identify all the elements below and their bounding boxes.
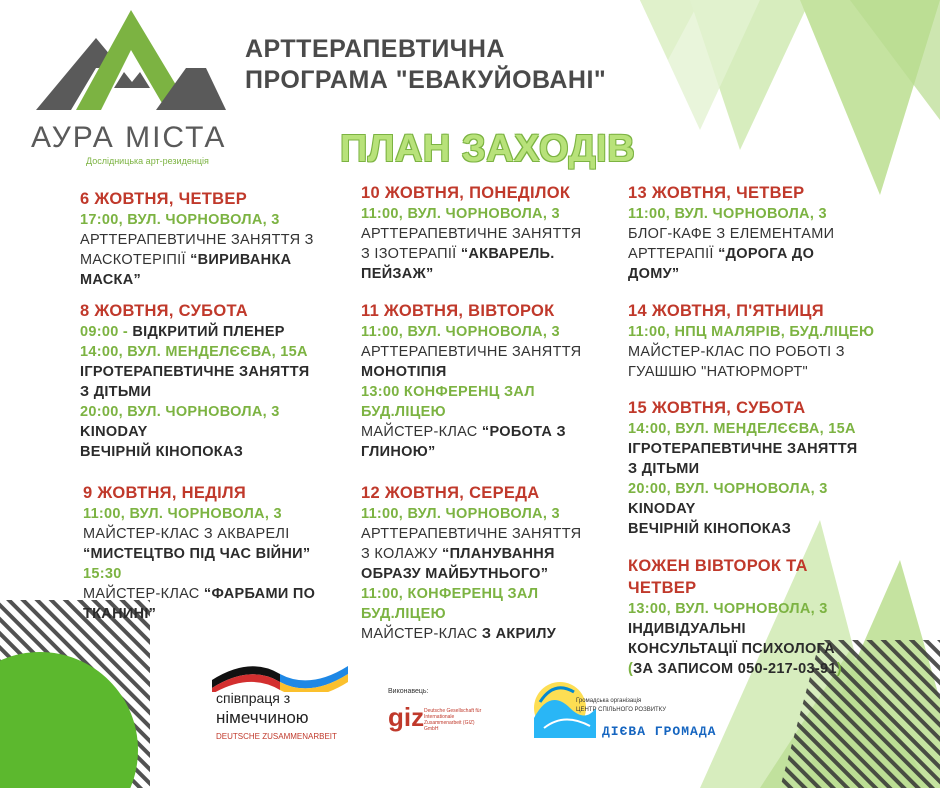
event-description: ПЕЙЗАЖ” bbox=[361, 266, 434, 282]
event-line bbox=[80, 322, 309, 342]
event-time-location: 11:00, ВУЛ. ЧОРНОВОЛА, 3 bbox=[361, 206, 560, 222]
event-line bbox=[361, 342, 581, 362]
event-date: 13 ЖОВТНЯ, ЧЕТВЕР bbox=[628, 184, 805, 202]
event-description: МАЙСТЕР-КЛАС З АКВАРЕЛІ bbox=[83, 526, 290, 542]
event-line bbox=[628, 439, 857, 459]
event-time-location: 14:00, ВУЛ. МЕНДЕЛЄЄВА, 15А bbox=[80, 344, 308, 360]
event-line bbox=[628, 619, 842, 639]
event-line bbox=[80, 362, 309, 382]
event-line bbox=[628, 499, 857, 519]
event-line bbox=[628, 599, 842, 619]
event-line bbox=[80, 342, 309, 362]
event-description: ЗА ЗАПИСОМ 050-217-03-91 bbox=[633, 661, 837, 677]
event-line bbox=[80, 422, 309, 442]
event-time-location: БУД.ЛІЦЕЮ bbox=[361, 606, 446, 622]
event-line bbox=[361, 544, 581, 564]
aura-logo-icon bbox=[36, 10, 236, 120]
event-block bbox=[628, 300, 874, 382]
event-block bbox=[80, 300, 309, 462]
event-date: 11 ЖОВТНЯ, ВІВТОРОК bbox=[361, 302, 555, 320]
giz-label: Виконавець: bbox=[388, 688, 429, 695]
event-line bbox=[361, 402, 581, 422]
diieva-org-name: ДІЄВА ГРОМАДА bbox=[602, 724, 717, 739]
event-line bbox=[361, 584, 581, 604]
event-time-location: 11:00, ВУЛ. ЧОРНОВОЛА, 3 bbox=[361, 506, 560, 522]
event-description: АРТТЕРАПЕВТИЧНЕ ЗАНЯТТЯ bbox=[361, 344, 582, 360]
event-line bbox=[83, 564, 315, 584]
event-time-location: 09:00 - bbox=[80, 324, 133, 340]
event-description: МАЙСТЕР-КЛАС bbox=[361, 626, 482, 642]
event-line bbox=[628, 244, 834, 264]
event-time-location: 17:00, ВУЛ. ЧОРНОВОЛА, 3 bbox=[80, 212, 280, 228]
event-line bbox=[361, 322, 581, 342]
event-time-location: 15:30 bbox=[83, 566, 122, 582]
event-description: З ДІТЬМИ bbox=[80, 384, 152, 400]
event-date: 15 ЖОВТНЯ, СУБОТА bbox=[628, 399, 806, 417]
germany-partner-logo bbox=[210, 660, 350, 741]
event-line bbox=[361, 224, 581, 244]
event-line bbox=[628, 519, 857, 539]
event-description: ВЕЧІРНІЙ КІНОПОКАЗ bbox=[80, 444, 244, 460]
logo-name: АУРА МІСТА bbox=[31, 121, 227, 154]
event-description: МАЙСТЕР-КЛАС ПО РОБОТІ З bbox=[628, 344, 845, 360]
event-line bbox=[628, 419, 857, 439]
event-description: АРТТЕРАПІЇ bbox=[628, 246, 719, 262]
event-line bbox=[83, 604, 315, 624]
event-line bbox=[83, 584, 315, 604]
event-description: ВЕЧІРНІЙ КІНОПОКАЗ bbox=[628, 521, 792, 537]
event-date: ЧЕТВЕР bbox=[628, 579, 697, 597]
event-block bbox=[361, 482, 581, 644]
event-time-location: ( bbox=[628, 661, 634, 677]
event-block bbox=[628, 555, 842, 679]
event-time-location: ) bbox=[836, 661, 842, 677]
event-line bbox=[361, 264, 581, 284]
event-line bbox=[80, 442, 309, 462]
germany-partner-line2: німеччиною bbox=[216, 708, 309, 727]
event-date: 10 ЖОВТНЯ, ПОНЕДІЛОК bbox=[361, 184, 571, 202]
event-line bbox=[628, 204, 834, 224]
event-description: МОНОТІПІЯ bbox=[361, 364, 447, 380]
event-time-location: БУД.ЛІЦЕЮ bbox=[361, 404, 446, 420]
event-line bbox=[80, 210, 314, 230]
diieva-org-center: ЦЕНТР СПІЛЬНОГО РОЗВИТКУ bbox=[576, 707, 667, 713]
event-line bbox=[628, 322, 874, 342]
event-description: ІГРОТЕРАПЕВТИЧНЕ ЗАНЯТТЯ bbox=[80, 364, 310, 380]
event-description: “ПЛАНУВАННЯ bbox=[442, 546, 555, 562]
diieva-hromada-logo bbox=[530, 678, 717, 747]
event-time-location: 11:00, ВУЛ. ЧОРНОВОЛА, 3 bbox=[83, 506, 282, 522]
event-line bbox=[83, 504, 315, 524]
event-line bbox=[628, 264, 834, 284]
event-line bbox=[80, 402, 309, 422]
program-title bbox=[245, 34, 606, 96]
event-description: АРТТЕРАПЕВТИЧНЕ ЗАНЯТТЯ З bbox=[80, 232, 314, 248]
program-title-line: АРТТЕРАПЕВТИЧНА bbox=[245, 35, 505, 63]
diieva-org-type: Громадська організація bbox=[576, 698, 642, 704]
event-time-location: 13:00 КОНФЕРЕНЦ ЗАЛ bbox=[361, 384, 535, 400]
event-line bbox=[628, 224, 834, 244]
event-line bbox=[83, 524, 315, 544]
event-line bbox=[361, 244, 581, 264]
logo-subtitle: Дослідницька арт-резиденція bbox=[86, 156, 209, 166]
event-description: “ВИРИВАНКА bbox=[190, 252, 292, 268]
event-line bbox=[80, 270, 314, 290]
event-date: КОЖЕН ВІВТОРОК ТА bbox=[628, 557, 808, 575]
event-description: З КОЛАЖУ bbox=[361, 546, 443, 562]
event-description: ГУАШШЮ "НАТЮРМОРТ" bbox=[628, 364, 808, 380]
event-line bbox=[628, 362, 874, 382]
germany-partner-line1: співпраця з bbox=[216, 690, 291, 706]
event-line bbox=[80, 230, 314, 250]
event-description: МАЙСТЕР-КЛАС bbox=[361, 424, 482, 440]
event-description: KINODAY bbox=[628, 501, 696, 517]
event-line bbox=[361, 382, 581, 402]
germany-partner-line3: DEUTSCHE ZUSAMMENARBEIT bbox=[216, 732, 337, 741]
event-line bbox=[80, 250, 314, 270]
event-block bbox=[361, 182, 581, 284]
event-description: МАСКА” bbox=[80, 272, 142, 288]
event-time-location: 11:00, КОНФЕРЕНЦ ЗАЛ bbox=[361, 586, 539, 602]
event-time-location: 14:00, ВУЛ. МЕНДЕЛЄЄВА, 15А bbox=[628, 421, 856, 437]
event-description: “АКВАРЕЛЬ. bbox=[460, 246, 555, 262]
event-description: “МИСТЕЦТВО ПІД ЧАС ВІЙНИ” bbox=[83, 546, 311, 562]
germany-ukraine-flag-icon bbox=[210, 660, 350, 692]
event-time-location: 11:00, ВУЛ. ЧОРНОВОЛА, 3 bbox=[628, 206, 827, 222]
giz-logo-text: giz bbox=[388, 702, 425, 732]
event-line bbox=[361, 422, 581, 442]
event-line bbox=[628, 659, 842, 679]
event-date: 9 ЖОВТНЯ, НЕДІЛЯ bbox=[83, 484, 247, 502]
event-line bbox=[361, 604, 581, 624]
event-line bbox=[628, 459, 857, 479]
event-block bbox=[83, 482, 315, 624]
event-description: З ДІТЬМИ bbox=[628, 461, 700, 477]
program-title-line: ПРОГРАМА "ЕВАКУЙОВАНІ" bbox=[245, 66, 607, 94]
event-description: “РОБОТА З bbox=[481, 424, 566, 440]
event-line bbox=[83, 544, 315, 564]
event-date: 14 ЖОВТНЯ, П'ЯТНИЦЯ bbox=[628, 302, 824, 320]
event-line bbox=[80, 382, 309, 402]
event-description: “ДОРОГА ДО bbox=[718, 246, 815, 262]
event-description: АРТТЕРАПЕВТИЧНЕ ЗАНЯТТЯ bbox=[361, 226, 582, 242]
event-line bbox=[361, 624, 581, 644]
event-date: 6 ЖОВТНЯ, ЧЕТВЕР bbox=[80, 190, 248, 208]
event-line bbox=[361, 524, 581, 544]
event-description: KINODAY bbox=[80, 424, 148, 440]
event-description: ТКАНИНІ” bbox=[83, 606, 157, 622]
event-description: ДОМУ” bbox=[628, 266, 680, 282]
event-description: БЛОГ-КАФЕ З ЕЛЕМЕНТАМИ bbox=[628, 226, 835, 242]
event-block bbox=[361, 300, 581, 462]
event-description: АРТТЕРАПЕВТИЧНЕ ЗАНЯТТЯ bbox=[361, 526, 582, 542]
plan-heading: ПЛАН ЗАХОДІВ bbox=[340, 128, 636, 170]
event-date: 12 ЖОВТНЯ, СЕРЕДА bbox=[361, 484, 540, 502]
event-time-location: 20:00, ВУЛ. ЧОРНОВОЛА, 3 bbox=[628, 481, 828, 497]
event-block bbox=[628, 397, 857, 539]
event-description: ІНДИВІДУАЛЬНІ bbox=[628, 621, 746, 637]
event-description: З ІЗОТЕРАПІЇ bbox=[361, 246, 461, 262]
giz-full-name: Deutsche Gesellschaft für Internationale Zusammenarbeit (GIZ) GmbH bbox=[424, 708, 482, 732]
event-description: ІГРОТЕРАПЕВТИЧНЕ ЗАНЯТТЯ bbox=[628, 441, 858, 457]
event-time-location: 20:00, ВУЛ. ЧОРНОВОЛА, 3 bbox=[80, 404, 280, 420]
event-description: ГЛИНОЮ” bbox=[361, 444, 436, 460]
event-description: З АКРИЛУ bbox=[481, 626, 557, 642]
event-line bbox=[628, 479, 857, 499]
event-line bbox=[361, 504, 581, 524]
event-line bbox=[628, 639, 842, 659]
event-description: МАЙСТЕР-КЛАС bbox=[83, 586, 204, 602]
event-description: ОБРАЗУ МАЙБУТНЬОГО” bbox=[361, 566, 549, 582]
event-block bbox=[628, 182, 834, 284]
event-time-location: 11:00, ВУЛ. ЧОРНОВОЛА, 3 bbox=[361, 324, 560, 340]
event-time-location: 11:00, НПЦ МАЛЯРІВ, БУД.ЛІЦЕЮ bbox=[628, 324, 875, 340]
event-description: КОНСУЛЬТАЦІЇ ПСИХОЛОГА bbox=[628, 641, 835, 657]
event-description: ВІДКРИТИЙ ПЛЕНЕР bbox=[132, 324, 285, 340]
event-description: МАСКОТЕРІПІЇ bbox=[80, 252, 191, 268]
event-time-location: 13:00, ВУЛ. ЧОРНОВОЛА, 3 bbox=[628, 601, 828, 617]
event-line bbox=[361, 442, 581, 462]
event-block bbox=[80, 188, 314, 290]
event-date: 8 ЖОВТНЯ, СУБОТА bbox=[80, 302, 249, 320]
event-line bbox=[628, 342, 874, 362]
event-description: “ФАРБАМИ ПО bbox=[203, 586, 316, 602]
event-line bbox=[361, 564, 581, 584]
event-line bbox=[361, 204, 581, 224]
event-line bbox=[361, 362, 581, 382]
